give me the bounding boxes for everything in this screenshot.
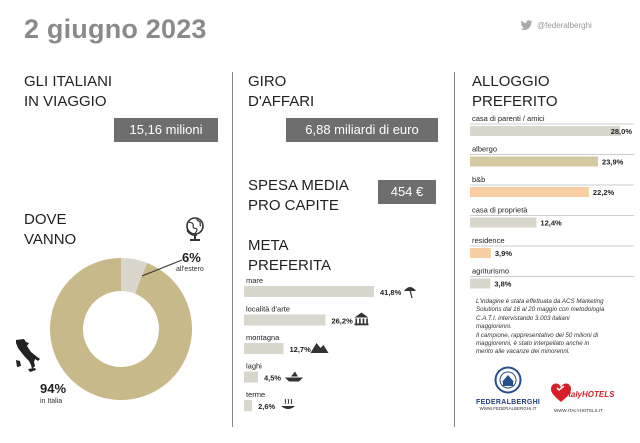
survey-note-line: L'indagine è stata effettuata da ACS Marketing xyxy=(476,298,604,305)
temple-icon xyxy=(354,313,368,326)
italy-map-icon xyxy=(12,338,42,374)
survey-note-line: maggiorenni, è stato interpellato anche in xyxy=(476,340,590,348)
meta-value-label: 4,5% xyxy=(263,373,282,383)
federalberghi-url: WWW.FEDERALBERGHI.IT xyxy=(479,406,537,411)
federalberghi-logo[interactable] xyxy=(476,366,540,418)
meta-bar xyxy=(244,343,283,354)
alloggio-heading-line2: PREFERITO xyxy=(472,93,558,110)
boat-icon xyxy=(285,372,303,382)
giro-heading-line2: D'AFFARI xyxy=(248,93,315,110)
italiani-heading-line1: GLI ITALIANI xyxy=(24,73,113,90)
meta-value-label: 2,6% xyxy=(258,402,276,411)
alloggio-category-label: b&b xyxy=(472,175,486,184)
giro-value-box: 6,88 miliardi di euro xyxy=(286,118,438,142)
twitter-handle[interactable] xyxy=(520,20,592,31)
alloggio-bar xyxy=(470,187,589,197)
italyhotels-logo[interactable] xyxy=(548,378,615,420)
meta-bar xyxy=(244,315,325,326)
meta-value-label: 12,7% xyxy=(289,345,311,354)
globe-icon xyxy=(184,216,206,242)
alloggio-bar xyxy=(470,126,620,136)
survey-note-line: Solutions dal 16 al 20 maggio con metodologia xyxy=(476,306,605,314)
meta-value-label: 41,8% xyxy=(380,288,402,297)
spesa-value-box: 454 € xyxy=(378,180,436,204)
alloggio-value-label: 28,0% xyxy=(610,127,632,136)
alloggio-value-label: 12,4% xyxy=(540,218,562,228)
survey-note-line: maggiorenni. xyxy=(476,323,512,331)
survey-note-line: Il campione, rappresentativo dei 50 milioni di xyxy=(476,331,599,339)
meta-category-label: località d'arte xyxy=(246,304,290,314)
meta-category-label: montagna xyxy=(246,333,280,342)
spa-icon xyxy=(281,399,295,409)
italyhotels-name: ItalyHOTELS xyxy=(566,390,615,399)
page-title: 2 giugno 2023 xyxy=(24,14,207,44)
column-separator-1 xyxy=(232,72,233,427)
survey-note-line: merito alle vacanze dei minorenni. xyxy=(476,348,570,356)
italyhotels-url: WWW.ITALYHOTELS.IT xyxy=(554,408,603,413)
italiani-heading-line2: IN VIAGGIO xyxy=(24,93,107,110)
alloggio-category-label: agriturismo xyxy=(472,266,510,276)
meta-bar xyxy=(244,372,258,383)
spesa-heading-line2: PRO CAPITE xyxy=(248,197,339,214)
alloggio-value-label: 3,9% xyxy=(494,249,513,258)
spesa-heading xyxy=(248,176,349,216)
alloggio-category-label: casa di proprietà xyxy=(472,205,528,215)
umbrella-icon xyxy=(404,287,416,298)
twitter-icon xyxy=(520,20,533,31)
survey-note-line: C.A.T.I. intervistando 3.003 italiani xyxy=(476,314,570,322)
meta-bar-chart xyxy=(240,274,452,420)
alloggio-bar xyxy=(470,218,536,228)
dove-heading-line1: DOVE xyxy=(24,211,67,228)
meta-value-label: 26,2% xyxy=(331,316,353,326)
meta-heading xyxy=(248,236,331,276)
survey-note xyxy=(476,298,636,357)
meta-category-label: terme xyxy=(246,390,266,399)
alloggio-category-label: casa di parenti / amici xyxy=(472,114,545,123)
dove-heading-line2: VANNO xyxy=(24,231,77,248)
italia-percent: 94% xyxy=(40,381,67,396)
alloggio-bar xyxy=(470,279,490,289)
italiani-heading xyxy=(24,72,112,112)
giro-heading-line1: GIRO xyxy=(248,73,287,90)
estero-label: all'estero xyxy=(176,266,204,273)
italiani-value-box: 15,16 milioni xyxy=(114,118,218,142)
meta-category-label: mare xyxy=(246,276,264,285)
estero-percent: 6% xyxy=(182,250,201,265)
italia-label: in Italia xyxy=(40,398,63,405)
meta-bar xyxy=(244,400,252,411)
alloggio-value-label: 22,2% xyxy=(592,188,615,197)
giro-heading xyxy=(248,72,314,112)
meta-heading-line2: PREFERITA xyxy=(248,257,332,274)
alloggio-heading xyxy=(472,72,558,112)
alloggio-bar-chart xyxy=(466,112,636,298)
column-separator-2 xyxy=(454,72,455,427)
twitter-handle-text: @federalberghi xyxy=(537,21,592,30)
alloggio-bar xyxy=(470,248,491,258)
alloggio-category-label: residence xyxy=(472,236,505,245)
meta-heading-line1: META xyxy=(248,237,289,254)
federalberghi-name: FEDERALBERGHI xyxy=(476,399,541,406)
mountain-icon xyxy=(310,343,328,353)
alloggio-value-label: 23,9% xyxy=(602,157,624,167)
alloggio-bar xyxy=(470,157,598,167)
donut-slice-italia xyxy=(50,258,192,400)
alloggio-value-label: 3,8% xyxy=(494,279,512,289)
meta-bar xyxy=(244,286,374,297)
alloggio-category-label: albergo xyxy=(472,144,498,154)
alloggio-heading-line1: ALLOGGIO xyxy=(472,73,550,90)
spesa-heading-line1: SPESA MEDIA xyxy=(248,177,349,194)
meta-category-label: laghi xyxy=(246,361,262,371)
federalberghi-emblem-icon xyxy=(491,366,525,394)
dove-heading xyxy=(24,210,76,250)
